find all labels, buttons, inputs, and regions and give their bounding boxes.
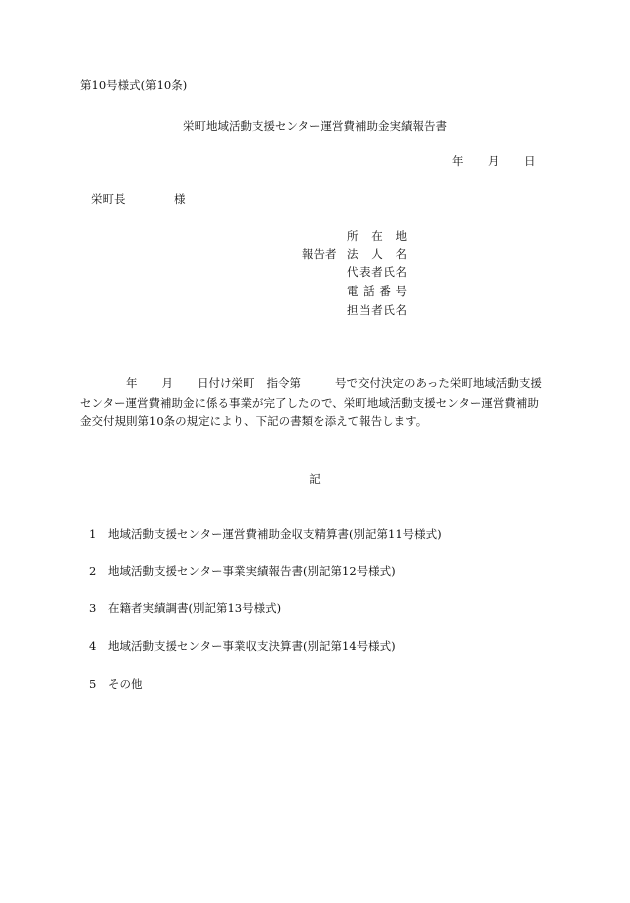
list-item-number: 2 <box>89 564 97 578</box>
addressee-name: 栄町長 <box>91 192 126 206</box>
date-month-label: 月 <box>488 154 500 168</box>
date-day-label: 日 <box>524 154 536 168</box>
form-number: 第10号様式(第10条) <box>80 78 188 92</box>
reporter-field-representative-name: 代 表 者 氏 名 <box>347 265 407 279</box>
list-item-number: 5 <box>89 677 97 691</box>
list-item <box>89 529 442 541</box>
list-item-text: 在籍者実績調書(別記第13号様式) <box>108 601 282 615</box>
date-year-label: 年 <box>452 154 464 168</box>
reporter-field-phone-number: 電 話 番 号 <box>347 284 407 298</box>
list-item <box>89 603 281 615</box>
list-item <box>89 641 396 653</box>
list-item <box>89 566 396 578</box>
addressee-honorific: 様 <box>174 192 186 206</box>
list-item <box>89 679 143 691</box>
list-item-text: その他 <box>108 677 143 691</box>
reporter-field-address: 所 在 地 <box>347 229 407 243</box>
list-item-text: 地域活動支援センター運営費補助金収支精算書(別記第11号様式) <box>108 527 442 541</box>
list-item-text: 地域活動支援センター事業実績報告書(別記第12号様式) <box>108 564 396 578</box>
list-item-number: 3 <box>89 601 97 615</box>
list-item-number: 4 <box>89 639 97 653</box>
document-title: 栄町地域活動支援センター運営費補助金実績報告書 <box>182 119 448 133</box>
reporter-field-corporation-name: 法 人 名 <box>347 247 407 261</box>
list-item-text: 地域活動支援センター事業収支決算書(別記第14号様式) <box>108 639 396 653</box>
reporter-field-contact-person: 担 当 者 氏 名 <box>347 303 407 317</box>
body-paragraph-line-3: 金交付規則第10条の規定により、下記の書類を添えて報告します。 <box>80 414 428 428</box>
ki-heading: 記 <box>309 472 321 486</box>
list-item-number: 1 <box>89 527 97 541</box>
body-paragraph-line-2: センター運営費補助金に係る事業が完了したので、栄町地域活動支援センター運営費補助 <box>80 396 539 410</box>
body-paragraph-line-1: 年 月 日付け栄町 指令第 号で交付決定のあった栄町地域活動支援 <box>126 376 542 390</box>
reporter-label: 報告者 <box>302 247 337 261</box>
